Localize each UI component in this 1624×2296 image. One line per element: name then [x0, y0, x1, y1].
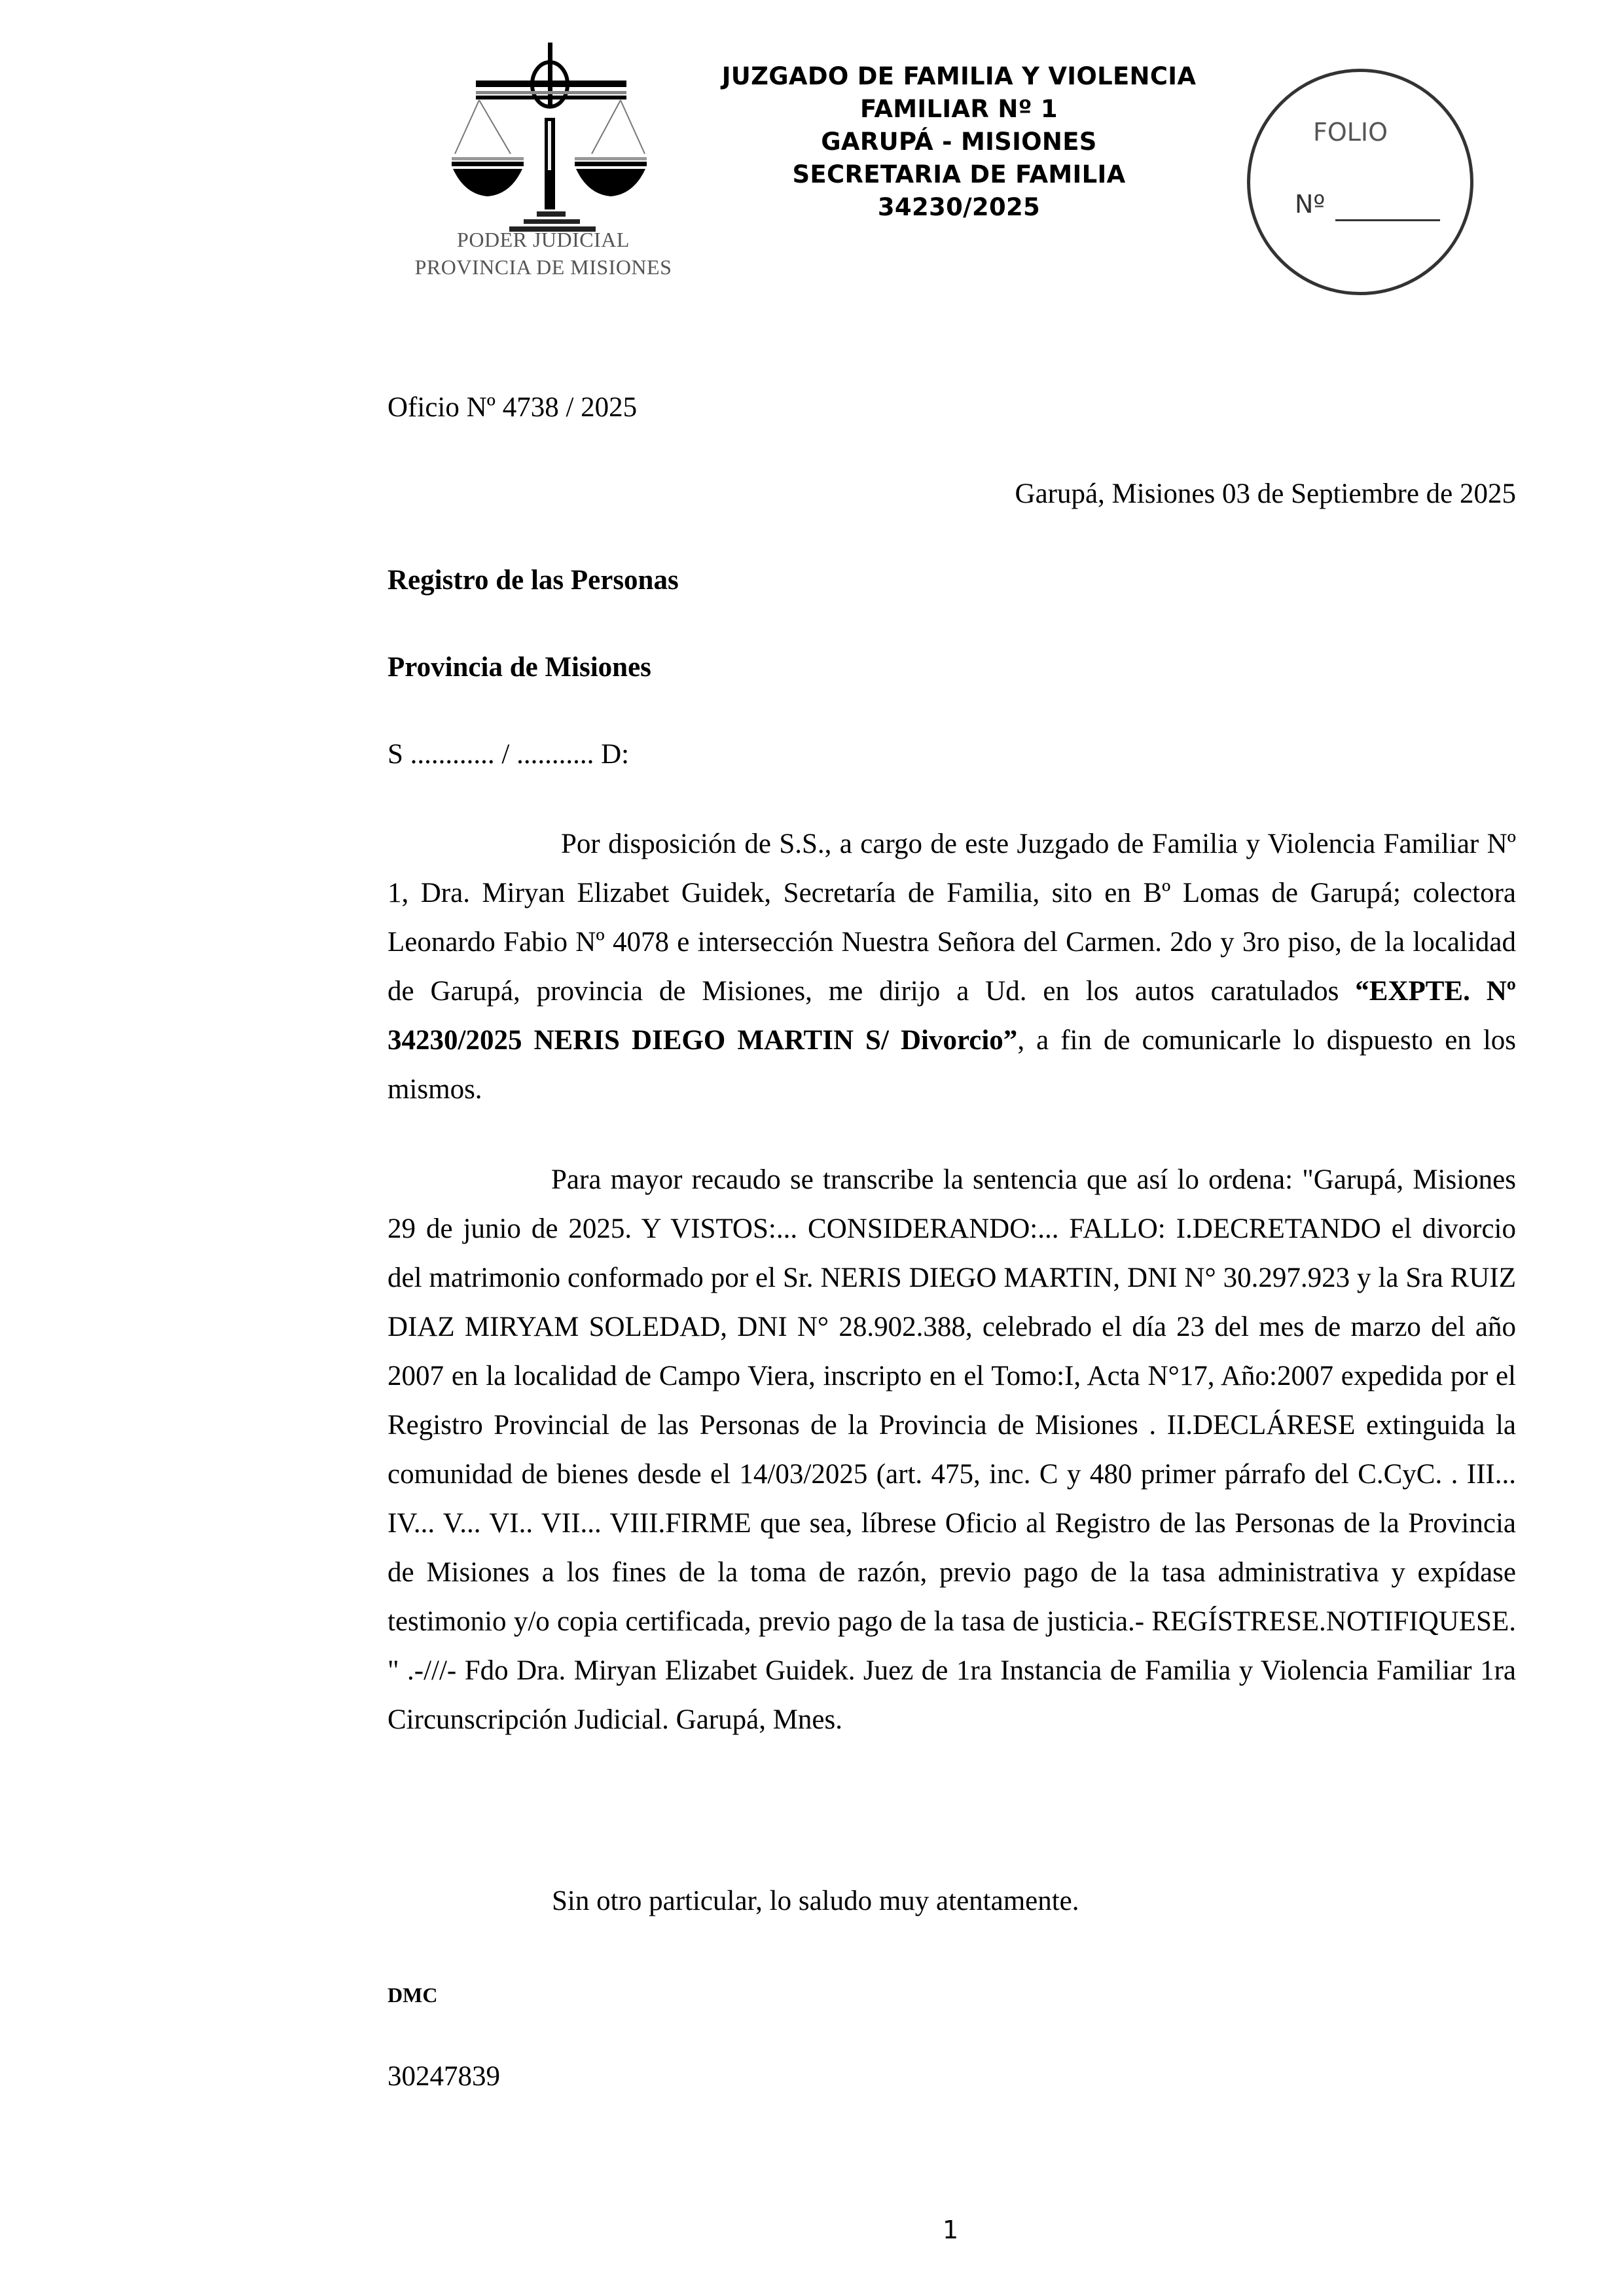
court-header-line: JUZGADO DE FAMILIA Y VIOLENCIA — [721, 62, 1197, 90]
paragraph-intro — [388, 819, 1516, 1114]
paragraph-intro-text: Por disposición de S.S., a cargo de este Juzgado de Familia y Violencia Familiar Nº 1, Dra. Miryan Elizabet Guidek, Secretaría de Familia, sito en Bº Lomas de Garupá; colectora Leonardo Fabio Nº 4078 e intersección Nuestra Señora del Carmen. 2do y 3ro piso, de la localidad de Garupá, provincia de Misiones, me dirijo a Ud. en los autos caratulados — [388, 829, 1516, 1007]
case-number-header: 34230/2025 — [877, 193, 1041, 221]
place-date: Garupá, Misiones 03 de Septiembre de 2025 — [1015, 478, 1516, 509]
case-title: “EXPTE. Nº 34230/2025 NERIS DIEGO MARTIN S/ Divorcio” — [388, 976, 1516, 1056]
court-header-line: GARUPÁ - MISIONES — [821, 128, 1097, 156]
folio-number-blank — [1335, 219, 1440, 221]
folio-number-label: Nº — [1295, 190, 1326, 219]
folio-title: FOLIO — [1312, 118, 1388, 147]
court-header-line: SECRETARIA DE FAMILIA — [792, 160, 1126, 188]
author-initials: DMC — [388, 1983, 438, 2007]
judicial-logo — [412, 43, 674, 291]
logo-text-provincia: PROVINCIA DE MISIONES — [414, 255, 672, 279]
salutation: S ............ / ........... D: — [388, 739, 630, 770]
folio-stamp — [1247, 69, 1473, 295]
recipient-name: Registro de las Personas — [388, 565, 679, 596]
court-header-line: FAMILIAR Nº 1 — [860, 95, 1058, 123]
reference-number: 30247839 — [388, 2061, 500, 2092]
oficio-number: Oficio Nº 4738 / 2025 — [388, 392, 638, 423]
closing-salutation: Sin otro particular, lo saludo muy atentamente. — [552, 1886, 1079, 1916]
page-number: 1 — [943, 2215, 959, 2244]
logo-text-poder-judicial: PODER JUDICIAL — [457, 228, 630, 251]
paragraph-sentence: Para mayor recaudo se transcribe la sentencia que así lo ordena: "Garupá, Misiones 29 de junio de 2025. Y VISTOS:... CONSIDERANDO:... FALLO: I.DECRETANDO el divorcio del matrimonio conformado por el Sr. NERIS DIEGO MARTIN, DNI N° 30.297.923 y la Sra RUIZ DIAZ MIRYAM SOLEDAD, DNI N° 28.902.388, celebrado el día 23 del mes de marzo del año 2007 en la localidad de Campo Viera, inscripto en el Tomo:I, Acta N°17, Año:2007 expedida por el Registro Provincial de las Personas de la Provincia de Misiones . II.DECLÁRESE extinguida la comunidad de bienes desde el 14/03/2025 (art. 475, inc. C y 480 primer párrafo del C.CyC. . III... IV... V... VI.. VII... VIII.FIRME que sea, líbrese Oficio al Registro de las Personas de la Provincia de Misiones a los fines de la toma de razón, previo pago de la tasa administrativa y expídase testimonio y/o copia certificada, previo pago de la tasa de justicia.- REGÍSTRESE.NOTIFIQUESE. " .-///- Fdo Dra. Miryan Elizabet Guidek. Juez de 1ra Instancia de Familia y Violencia Familiar 1ra Circunscripción Judicial. Garupá, Mnes. — [388, 1164, 1516, 1735]
scales-of-justice-icon — [412, 43, 674, 232]
recipient-province: Provincia de Misiones — [388, 652, 651, 683]
court-header — [684, 60, 1234, 224]
paragraph-intro-end: , a fin de comunicarle lo dispuesto en los mismos. — [388, 1025, 1516, 1105]
